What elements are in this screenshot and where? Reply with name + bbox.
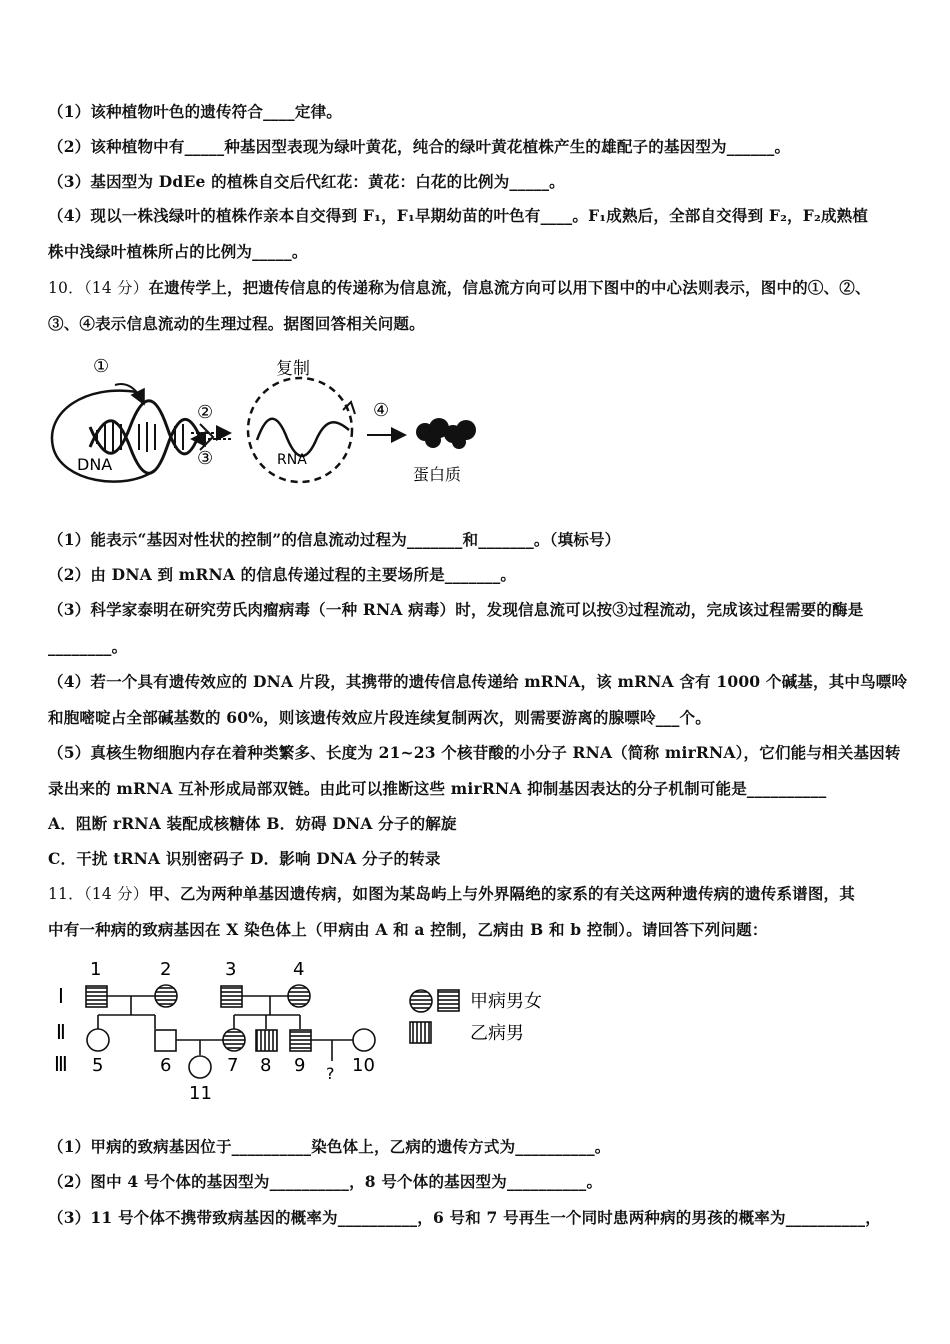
individual-1-affected-male — [86, 986, 107, 1007]
q11-part1: （1）甲病的致病基因位于__________染色体上，乙病的遗传方式为__________。 — [48, 1137, 611, 1156]
legend-disease-a-male — [438, 990, 459, 1011]
label-n11: 11 — [189, 1083, 212, 1104]
legend-label-b: 乙病男 — [470, 1023, 524, 1044]
label-n7: 7 — [227, 1055, 239, 1076]
q9-part1: （1）该种植物叶色的遗传符合____定律。 — [48, 102, 342, 121]
q11-stem-text: 甲、乙为两种单基因遗传病，如图为某岛屿上与外界隔绝的家系的有关这两种遗传病的遗传系谱图，其 — [148, 884, 855, 903]
q11-part3: （3）11 号个体不携带致病基因的概率为__________，6 号和 7 号再生一个同时患两种病的男孩的概率为__________， — [48, 1208, 881, 1227]
individual-10-normal-female — [353, 1029, 375, 1051]
q9-part3: （3）基因型为 DdEe 的植株自交后代红花：黄花：白花的比例为_____。 — [48, 172, 565, 191]
gen-iii-label: Ⅲ — [54, 1052, 68, 1076]
q10-part5-cont: 录出来的 mRNA 互补形成局部双链。由此可以推断这些 mirRNA 抑制基因表达的分子机制可能是__________ — [48, 779, 827, 798]
q9-part4-cont: 株中浅绿叶植株所占的比例为_____。 — [48, 242, 308, 261]
q11-part2: （2）图中 4 号个体的基因型为__________，8 号个体的基因型为__________。 — [48, 1172, 603, 1191]
unknown-child-label: ? — [326, 1064, 335, 1083]
individual-3-affected-male — [221, 986, 242, 1007]
q11-stem-cont: 中有一种病的致病基因在 X 染色体上（甲病由 A 和 a 控制，乙病由 B 和 b 控制）。请回答下列问题： — [48, 920, 768, 939]
q10-part3-cont: ________。 — [48, 637, 128, 656]
q10-part2: （2）由 DNA 到 mRNA 的信息传递过程的主要场所是_______。 — [48, 565, 517, 584]
individual-4-affected-female — [288, 985, 310, 1007]
replicate-label: 复制 — [276, 359, 310, 379]
rna-strand-icon — [257, 419, 349, 456]
gen-ii-label: Ⅱ — [56, 1020, 66, 1044]
q10-part3: （3）科学家泰明在研究劳氏肉瘤病毒（一种 RNA 病毒）时，发现信息流可以按③过程流动，完成该过程需要的酶是 — [48, 600, 864, 619]
label-n3: 3 — [225, 959, 237, 980]
label-n5: 5 — [92, 1055, 104, 1076]
label-n10: 10 — [352, 1055, 375, 1076]
individual-11-normal-female — [189, 1056, 211, 1078]
q10-stem-cont: ③、④表示信息流动的生理过程。据图回答相关问题。 — [48, 314, 425, 333]
protein-icon — [416, 418, 476, 449]
label-3: ③ — [197, 448, 214, 469]
legend-label-a: 甲病男女 — [470, 991, 542, 1012]
individual-2-affected-female — [155, 985, 177, 1007]
pedigree-figure — [52, 955, 572, 1105]
q9-part4: （4）现以一株浅绿叶的植株作亲本自交得到 F₁，F₁早期幼苗的叶色有____。F₁成熟后，全部自交得到 F₂，F₂成熟植 — [48, 206, 869, 225]
individual-8-disease-b-male — [256, 1030, 277, 1051]
individual-9-affected-male — [290, 1030, 311, 1051]
q10-part5: （5）真核生物细胞内存在着种类繁多、长度为 21~23 个核苷酸的小分子 RNA（简称 mirRNA），它们能与相关基因转 — [48, 743, 901, 762]
q10-part4: （4）若一个具有遗传效应的 DNA 片段，其携带的遗传信息传递给 mRNA，该 mRNA 含有 1000 个碱基，其中鸟嘌呤 — [48, 672, 908, 691]
q10-part4-cont: 和胞嘧啶占全部碱基数的 60%，则该遗传效应片段连续复制两次，则需要游离的腺嘌呤___个。 — [48, 708, 711, 727]
q10-stem — [48, 278, 871, 298]
q10-part1: （1）能表示“基因对性状的控制”的信息流动过程为_______和_______。（填标号） — [48, 530, 621, 549]
label-n9: 9 — [294, 1055, 306, 1076]
individual-7-affected-female — [223, 1029, 245, 1051]
label-n8: 8 — [260, 1055, 272, 1076]
q10-number: 10．（14 分） — [48, 279, 149, 297]
central-dogma-figure — [45, 352, 485, 497]
label-n1: 1 — [90, 959, 102, 980]
label-1: ① — [93, 356, 110, 377]
legend-disease-a-female — [410, 990, 432, 1012]
q10-options-ab: A．阻断 rRNA 装配成核糖体 B．妨碍 DNA 分子的解旋 — [48, 814, 457, 833]
q10-options-cd: C．干扰 tRNA 识别密码子 D．影响 DNA 分子的转录 — [48, 849, 441, 868]
legend-disease-b-male — [410, 1022, 431, 1043]
q9-part2: （2）该种植物中有_____种基因型表现为绿叶黄花，纯合的绿叶黄花植株产生的雄配子的基因型为______。 — [48, 137, 791, 156]
gen-i-label: Ⅰ — [58, 984, 64, 1008]
q11-number: 11．（14 分） — [48, 885, 149, 903]
label-2: ② — [197, 402, 214, 423]
label-n2: 2 — [160, 959, 172, 980]
individual-6-normal-male — [155, 1030, 176, 1051]
dna-label: DNA — [77, 455, 113, 474]
q10-stem-text: 在遗传学上，把遗传信息的传递称为信息流，信息流方向可以用下图中的中心法则表示，图中的①、②、 — [148, 278, 871, 297]
protein-label: 蛋白质 — [413, 465, 462, 484]
label-4: ④ — [373, 400, 390, 421]
rna-label: RNA — [277, 452, 307, 468]
q11-stem — [48, 884, 855, 904]
label-n4: 4 — [293, 959, 305, 980]
individual-5-normal-female — [87, 1029, 109, 1051]
label-n6: 6 — [160, 1055, 172, 1076]
